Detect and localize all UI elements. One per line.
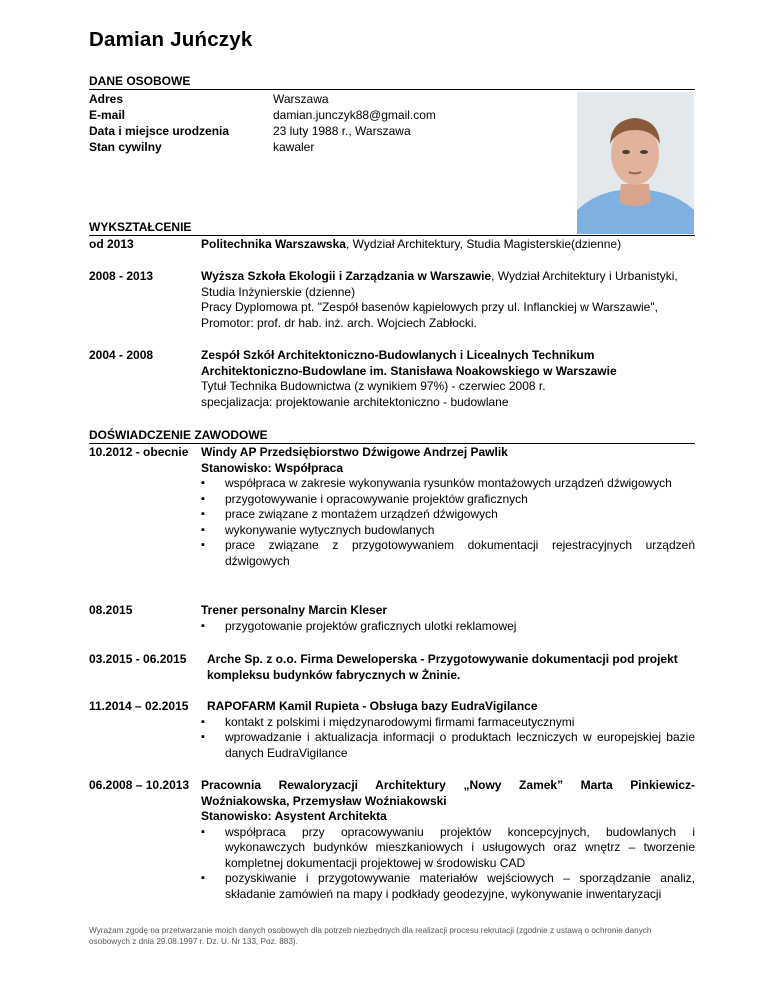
duties-list — [201, 825, 695, 903]
experience-section-title: DOŚWIADCZENIE ZAWODOWE — [89, 428, 268, 442]
personal-section-title: DANE OSOBOWE — [89, 74, 191, 88]
education-section-title: WYKSZTAŁCENIE — [89, 220, 192, 234]
section-divider — [89, 443, 695, 444]
experience-entry — [89, 652, 695, 683]
company-name: Pracownia Rewaloryzacji Architektury „Nowy Zamek” Marta Pinkiewicz-Woźniakowska, Przemysław Woźniakowski — [201, 778, 695, 808]
school-name: Zespół Szkół Architektoniczno-Budowlanych i Licealnych Technikum Architektoniczno-Budowlane im. Stanisława Noakowskiego w Warszawie — [201, 348, 617, 378]
company-name: RAPOFARM Kamil Rupieta - Obsługa bazy EudraVigilance — [207, 699, 538, 713]
list-item: ▪ wykonywanie wytycznych budowlanych — [201, 523, 695, 539]
personal-row — [89, 108, 436, 124]
personal-label: E-mail — [89, 108, 126, 122]
list-item: ▪ współpraca w zakresie wykonywania rysunków montażowych urządzeń dźwigowych — [201, 476, 695, 492]
list-item: ▪ pozyskiwanie i przygotowywanie materiałów wejściowych – sporządzanie analiz, składanie zamówień na mapy i podkłady geodezyjne, wykonywanie inwentaryzacji — [201, 871, 695, 902]
experience-entry — [89, 699, 695, 761]
section-divider — [89, 89, 695, 90]
list-item: ▪ prace związane z przygotowywaniem dokumentacji rejestracyjnych urządzeń dźwigowych — [201, 538, 695, 569]
school-details: , Wydział Architektury i Urbanistyki, Studia Inżynierskie (dzienne) — [201, 269, 678, 299]
personal-row — [89, 92, 436, 108]
personal-row — [89, 140, 436, 156]
profile-photo — [577, 92, 694, 234]
entry-date: 10.2012 - obecnie — [89, 445, 189, 459]
entry-date: 2004 - 2008 — [89, 348, 154, 362]
school-name: Wyższa Szkoła Ekologii i Zarządzania w Warszawie — [201, 269, 492, 283]
entry-date: od 2013 — [89, 237, 134, 251]
entry-date: 03.2015 - 06.2015 — [89, 652, 187, 666]
section-divider — [89, 235, 695, 236]
list-item: ▪ przygotowywanie i opracowywanie projektów graficznych — [201, 492, 695, 508]
personal-data — [89, 92, 436, 156]
list-item: ▪ wprowadzanie i aktualizacja informacji o produktach leczniczych w europejskiej bazie danych EudraVigilance — [201, 730, 695, 761]
list-item: ▪ kontakt z polskimi i międzynarodowymi firmami farmaceutycznymi — [201, 715, 695, 731]
company-name: Trener personalny Marcin Kleser — [201, 603, 388, 617]
entry-date: 11.2014 – 02.2015 — [89, 699, 189, 713]
education-entry — [89, 269, 695, 331]
school-name: Politechnika Warszawska — [201, 237, 346, 251]
list-item: ▪ przygotowanie projektów graficznych ulotki reklamowej — [201, 619, 695, 635]
personal-value: kawaler — [273, 140, 315, 154]
entry-date: 06.2008 – 10.2013 — [89, 778, 190, 792]
list-item: ▪ prace związane z montażem urządzeń dźwigowych — [201, 507, 695, 523]
personal-value: damian.junczyk88@gmail.com — [273, 108, 436, 122]
education-entry — [89, 237, 695, 253]
company-name: Windy AP Przedsiębiorstwo Dźwigowe Andrzej Pawlik — [201, 445, 508, 459]
duties-list — [201, 715, 695, 762]
entry-date: 08.2015 — [89, 603, 133, 617]
position: Stanowisko: Asystent Architekta — [201, 809, 387, 823]
personal-value: Warszawa — [273, 92, 329, 106]
gdpr-consent-footer: Wyrażam zgodę na przetwarzanie moich danych osobowych dla potrzeb niezbędnych dla realizacji procesu rekrutacji (zgodnie z ustawą o ochronie danych osobowych z dnia 29.08.1997 r. Dz. U. Nr 133, Poz. 883). — [89, 926, 652, 946]
position: Stanowisko: Współpraca — [201, 460, 344, 475]
thesis-info: Pracy Dyplomowa pt. "Zespół basenów kąpielowych przy ul. Inflanckiej w Warszawie", Promotor: prof. dr hab. inż. arch. Wojciech Zabłocki. — [201, 300, 658, 330]
entry-date: 2008 - 2013 — [89, 269, 154, 283]
experience-entry — [89, 778, 695, 902]
personal-row — [89, 124, 436, 140]
cv-name: Damian Juńczyk — [89, 28, 253, 51]
list-item: ▪ współpraca przy opracowywaniu projektów koncepcyjnych, budowlanych i wykonawczych budynków mieszkaniowych i usługowych oraz wnętrz – tworzenie kompletnej dokumentacji projektowej w środowisku CAD — [201, 825, 695, 872]
experience-entry — [89, 603, 695, 634]
experience-entry — [89, 445, 695, 569]
personal-label: Adres — [89, 92, 124, 106]
duties-list — [201, 619, 695, 635]
personal-label: Data i miejsce urodzenia — [89, 124, 230, 138]
company-name: Arche Sp. z o.o. Firma Deweloperska - Przygotowywanie dokumentacji pod projekt kompleksu budynków fabrycznych w Żninie. — [207, 652, 678, 682]
education-entry — [89, 348, 695, 410]
personal-label: Stan cywilny — [89, 140, 162, 154]
duties-list — [201, 476, 695, 569]
school-details: Tytuł Technika Budownictwa (z wynikiem 97%) - czerwiec 2008 r. — [201, 379, 546, 393]
specialization: specjalizacja: projektowanie architektoniczno - budowlane — [201, 394, 509, 409]
personal-value: 23 luty 1988 r., Warszawa — [273, 124, 411, 138]
school-details: , Wydział Architektury, Studia Magisterskie(dzienne) — [345, 237, 622, 251]
